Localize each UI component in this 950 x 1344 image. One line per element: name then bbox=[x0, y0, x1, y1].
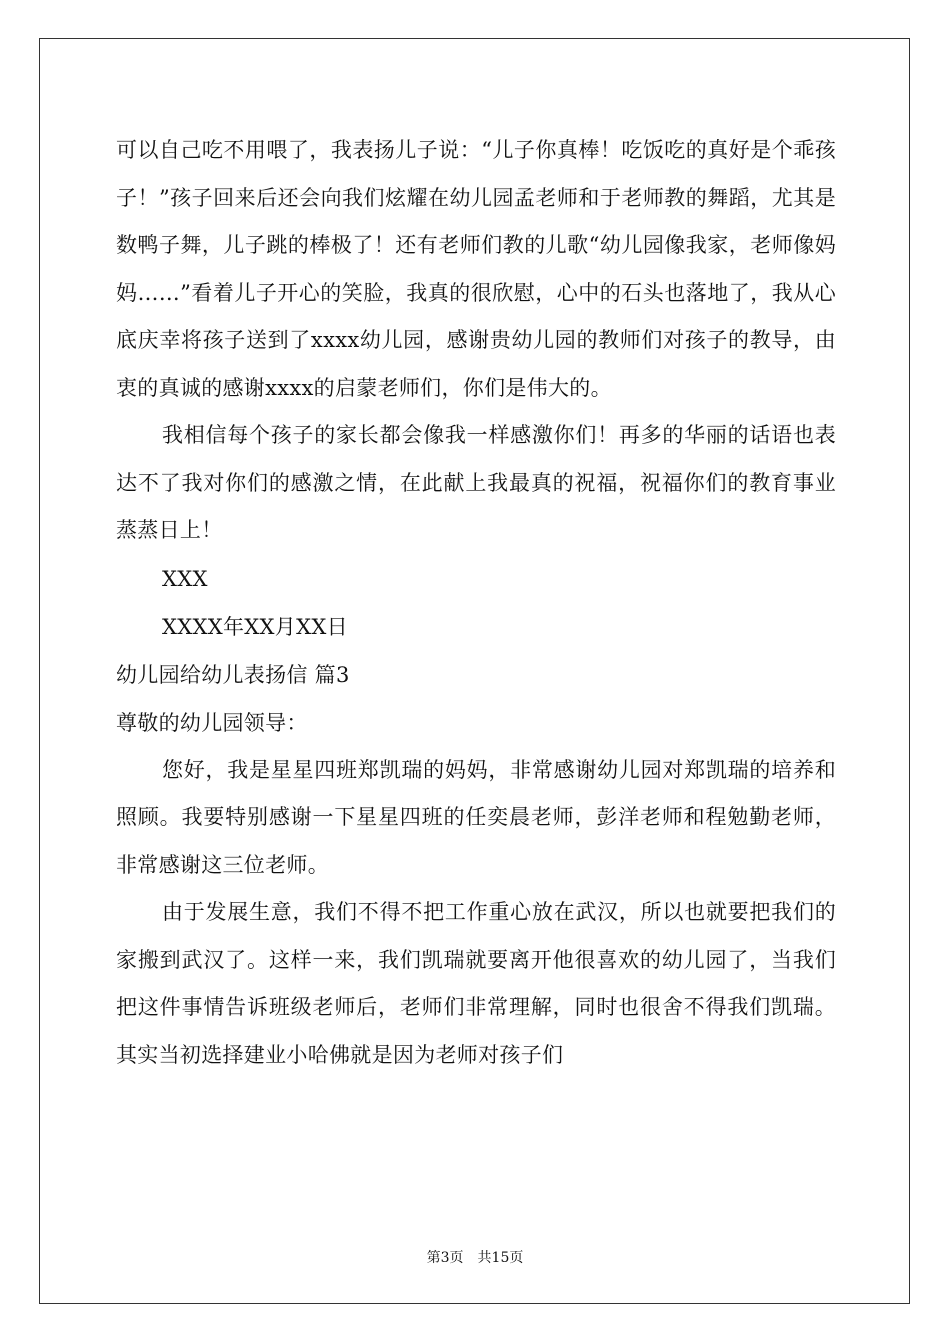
section-title: 幼儿园给幼儿表扬信 篇3 bbox=[116, 662, 350, 687]
page-number: 第3页 bbox=[426, 1250, 464, 1266]
paragraph-2: 我相信每个孩子的家长都会像我一样感激你们！再多的华丽的话语也表达不了我对你们的感激之情，在此献上我最真的祝福，祝福你们的教育事业蒸蒸日上！ bbox=[116, 423, 836, 542]
total-pages: 共15页 bbox=[477, 1250, 524, 1266]
signature: XXX bbox=[162, 566, 208, 591]
paragraph-3: 您好，我是星星四班郑凯瑞的妈妈，非常感谢幼儿园对郑凯瑞的培养和照顾。我要特别感谢一下星星四班的任奕晨老师，彭洋老师和程勉勤老师，非常感谢这三位老师。 bbox=[116, 757, 836, 877]
date-line: XXXX年XX月XX日 bbox=[162, 614, 348, 639]
paragraph-1: 可以自己吃不用喂了，我表扬儿子说：“儿子你真棒！吃饭吃的真好是个乖孩子！”孩子回来后还会向我们炫耀在幼儿园孟老师和于老师教的舞蹈，尤其是数鸭子舞，儿子跳的棒极了！还有老师们教的儿歌“幼儿园像我家，老师像妈妈……”看着儿子开心的笑脸，我真的很欣慰，心中的石头也落地了，我从心底庆幸将孩子送到了xxxx幼儿园，感谢贵幼儿园的教师们对孩子的教导，由衷的真诚的感谢xxxx的启蒙老师们，你们是伟大的。 bbox=[116, 138, 836, 400]
paragraph-4: 由于发展生意，我们不得不把工作重心放在武汉，所以也就要把我们的家搬到武汉了。这样一来，我们凯瑞就要离开他很喜欢的幼儿园了，当我们把这件事情告诉班级老师后，老师们非常理解，同时也很舍不得我们凯瑞。其实当初选择建业小哈佛就是因为老师对孩子们 bbox=[116, 900, 836, 1067]
page-footer bbox=[0, 1247, 950, 1267]
salutation: 尊敬的幼儿园领导： bbox=[116, 710, 308, 735]
document-body bbox=[116, 127, 836, 1079]
